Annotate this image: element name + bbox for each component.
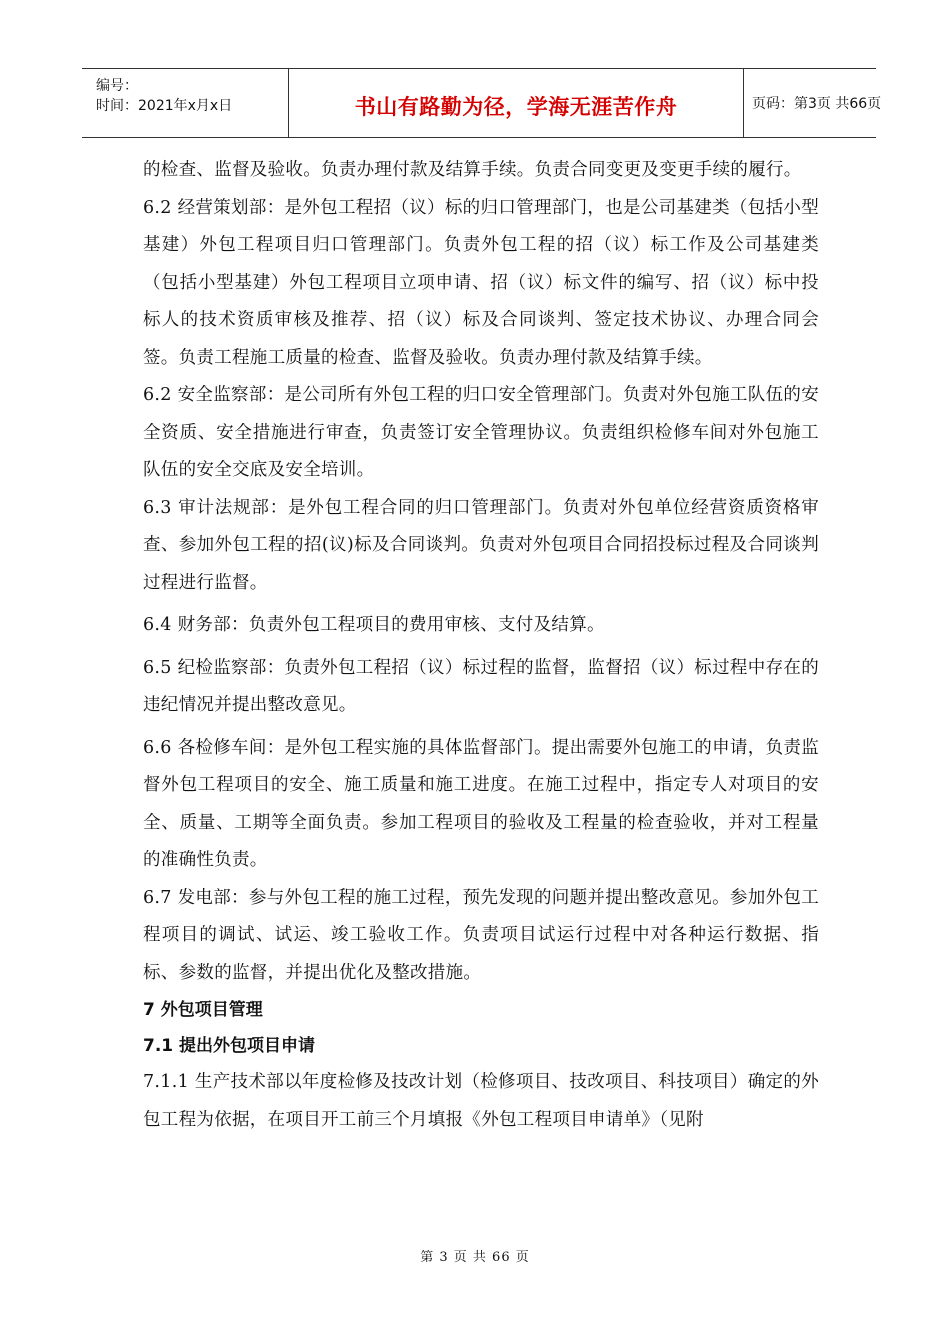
paragraph: 6.2 经营策划部：是外包工程招（议）标的归口管理部门，也是公司基建类（包括小型基建）外包工程项目归口管理部门。负责外包工程的招（议）标工作及公司基建类（包括小型基建）外包工程项目立项申请、招（议）标文件的编写、招（议）标中投标人的技术资质审核及推荐、招（议）标及合同谈判、签定技术协议、办理合同会签。负责工程施工质量的检查、监督及验收。负责办理付款及结算手续。 — [143, 197, 819, 368]
paragraph: 6.6 各检修车间：是外包工程实施的具体监督部门。提出需要外包施工的申请，负责监督外包工程项目的安全、施工质量和施工进度。在施工过程中，指定专人对项目的安全、质量、工期等全面负责。参加工程项目的验收及工程量的检查验收，并对工程量的准确性负责。 — [143, 737, 819, 870]
header-page-cell — [742, 69, 882, 137]
document-number-label: 编号： — [96, 78, 138, 94]
section-heading: 7 外包项目管理 — [143, 1000, 263, 1020]
paragraph: 6.4 财务部：负责外包工程项目的费用审核、支付及结算。 — [143, 615, 605, 635]
paragraph: 6.2 安全监察部：是公司所有外包工程的归口安全管理部门。负责对外包施工队伍的安全资质、安全措施进行审查，负责签订安全管理协议。负责组织检修车间对外包施工队伍的安全交底及安全培训。 — [143, 385, 819, 480]
document-time-label: 时间：2021年x月x日 — [96, 98, 233, 114]
document-body — [143, 152, 819, 1139]
header-motto: 书山有路勤为径，学海无涯苦作舟 — [354, 95, 678, 119]
page-footer: 第 3 页 共 66 页 — [420, 1250, 530, 1265]
paragraph: 的检查、监督及验收。负责办理付款及结算手续。负责合同变更及变更手续的履行。 — [143, 160, 802, 180]
header-motto-cell — [288, 69, 744, 137]
header-page-info: 页码：第3页 共66页 — [752, 96, 882, 112]
paragraph: 7.1.1 生产技术部以年度检修及技改计划（检修项目、技改项目、科技项目）确定的外包工程为依据，在项目开工前三个月填报《外包工程项目申请单》（见附 — [143, 1072, 819, 1130]
subsection-heading: 7.1 提出外包项目申请 — [143, 1036, 316, 1056]
paragraph: 6.3 审计法规部：是外包工程合同的归口管理部门。负责对外包单位经营资质资格审查、参加外包工程的招(议)标及合同谈判。负责对外包项目合同招投标过程及合同谈判过程进行监督。 — [143, 497, 819, 593]
paragraph: 6.5 纪检监察部：负责外包工程招（议）标过程的监督，监督招（议）标过程中存在的违纪情况并提出整改意见。 — [143, 657, 819, 715]
header-meta — [82, 69, 288, 137]
page-header — [82, 68, 882, 138]
paragraph: 6.7 发电部：参与外包工程的施工过程，预先发现的问题并提出整改意见。参加外包工程项目的调试、试运、竣工验收工作。负责项目试运行过程中对各种运行数据、指标、参数的监督，并提出优化及整改措施。 — [143, 887, 819, 983]
